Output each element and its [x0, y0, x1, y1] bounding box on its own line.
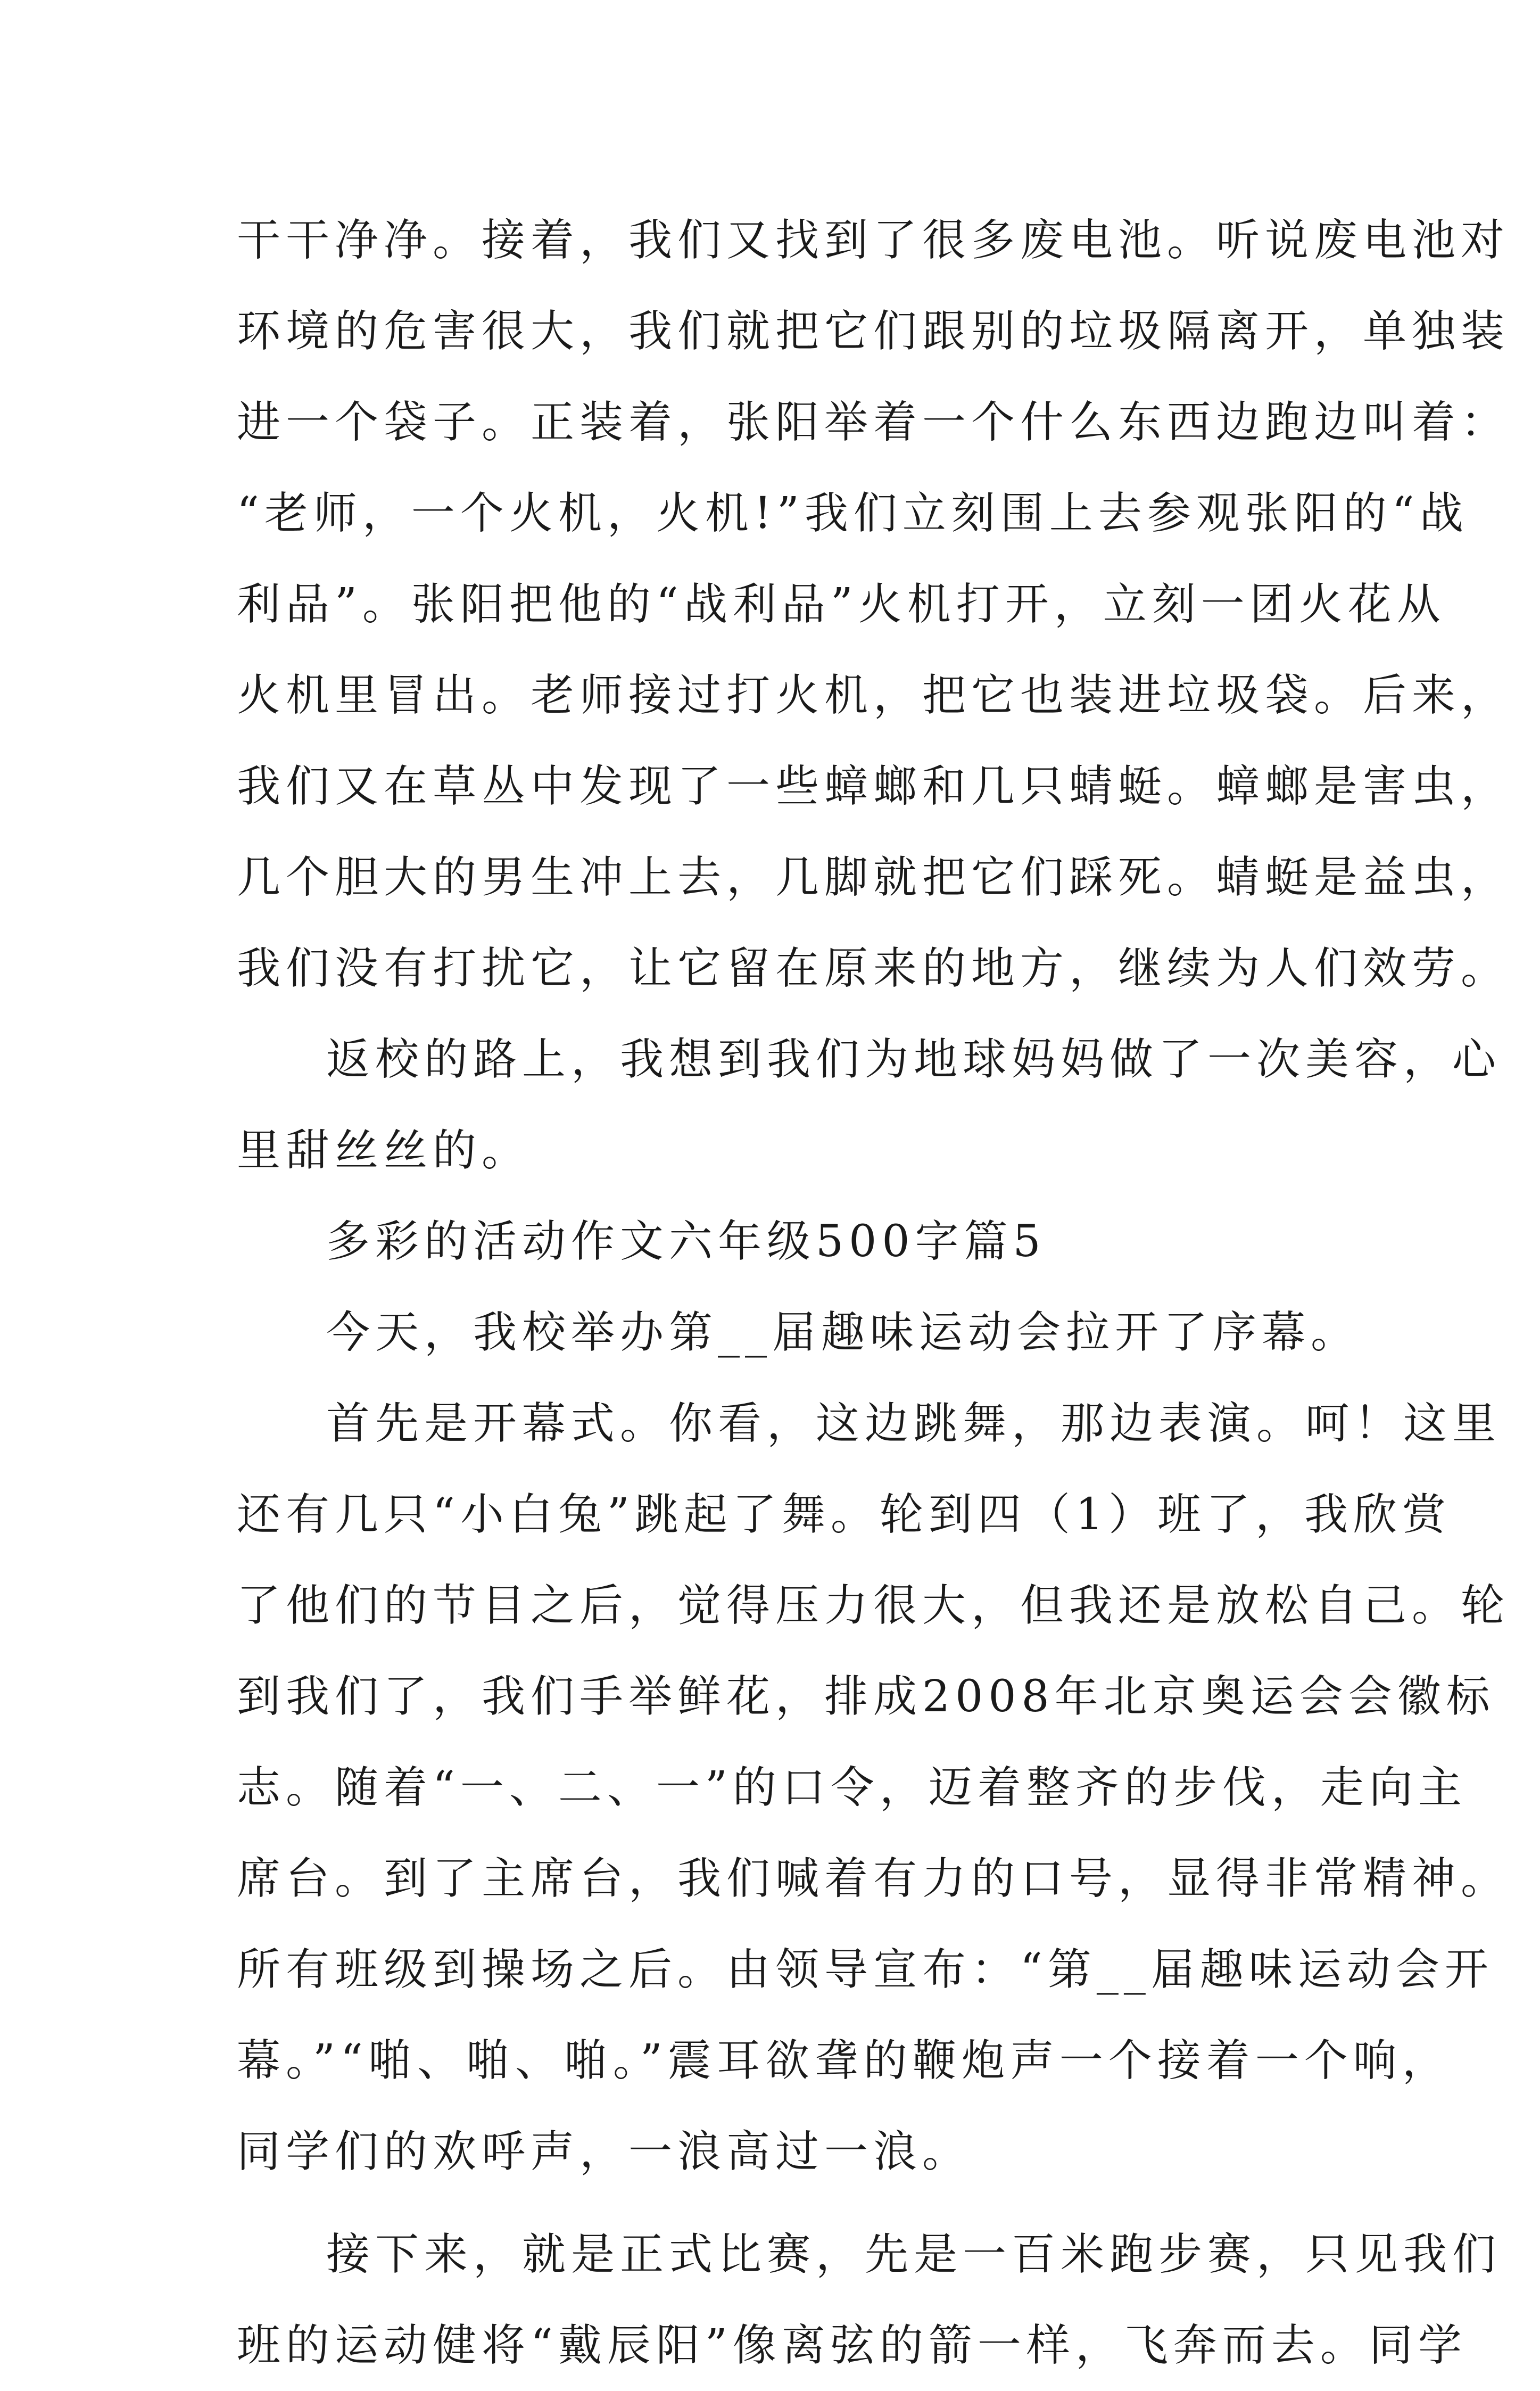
text-line: 火机里冒出。老师接过打火机，把它也装进垃圾袋。后来， [237, 670, 1510, 721]
paragraph-start-line: 今天，我校举办第__届趣味运动会拉开了序幕。 [326, 1307, 1360, 1358]
text-line: 里甜丝丝的。 [237, 1125, 531, 1176]
text-line: 还有几只“小白兔”跳起了舞。轮到四（1）班了，我欣赏 [237, 1489, 1452, 1540]
text-line: 席台。到了主席台，我们喊着有力的口号，显得非常精神。 [237, 1853, 1510, 1904]
text-line: 同学们的欢呼声，一浪高过一浪。 [237, 2126, 972, 2177]
text-line: 志。随着“一、二、一”的口令，迈着整齐的步伐，走向主 [237, 1762, 1467, 1813]
text-line: 了他们的节目之后，觉得压力很大，但我还是放松自己。轮 [237, 1580, 1510, 1631]
body-text [237, 195, 1510, 2391]
section-heading: 多彩的活动作文六年级500字篇5 [326, 1216, 1046, 1267]
text-line: 干干净净。接着，我们又找到了很多废电池。听说废电池对 [237, 215, 1510, 266]
text-line: 我们又在草丛中发现了一些蟑螂和几只蜻蜓。蟑螂是害虫， [237, 761, 1510, 812]
text-line: 几个胆大的男生冲上去，几脚就把它们踩死。蜻蜓是益虫， [237, 852, 1510, 903]
paragraph-start-line: 首先是开幕式。你看，这边跳舞，那边表演。呵！这里 [326, 1398, 1502, 1449]
text-line: 环境的危害很大，我们就把它们跟别的垃圾隔离开，单独装 [237, 306, 1510, 357]
text-line: 我们没有打扰它，让它留在原来的地方，继续为人们效劳。 [237, 943, 1510, 994]
text-line: 进一个袋子。正装着，张阳举着一个什么东西边跑边叫着： [237, 397, 1510, 448]
text-line: “老师，一个火机，火机!”我们立刻围上去参观张阳的“战 [237, 488, 1469, 539]
text-line: 利品”。张阳把他的“战利品”火机打开，立刻一团火花从 [237, 579, 1446, 630]
text-line: 幕。”“啪、啪、啪。”震耳欲聋的鞭炮声一个接着一个响， [237, 2035, 1451, 2086]
text-line: 所有班级到操场之后。由领导宣布：“第__届趣味运动会开 [237, 1944, 1494, 1995]
text-line: 到我们了，我们手举鲜花，排成2008年北京奥运会会徽标 [237, 1671, 1495, 1722]
text-line: 班的运动健将“戴辰阳”像离弦的箭一样，飞奔而去。同学 [237, 2320, 1467, 2371]
paragraph-start-line: 返校的路上，我想到我们为地球妈妈做了一次美容，心 [326, 1034, 1502, 1085]
paragraph-start-line: 接下来，就是正式比赛，先是一百米跑步赛，只见我们 [326, 2229, 1502, 2280]
